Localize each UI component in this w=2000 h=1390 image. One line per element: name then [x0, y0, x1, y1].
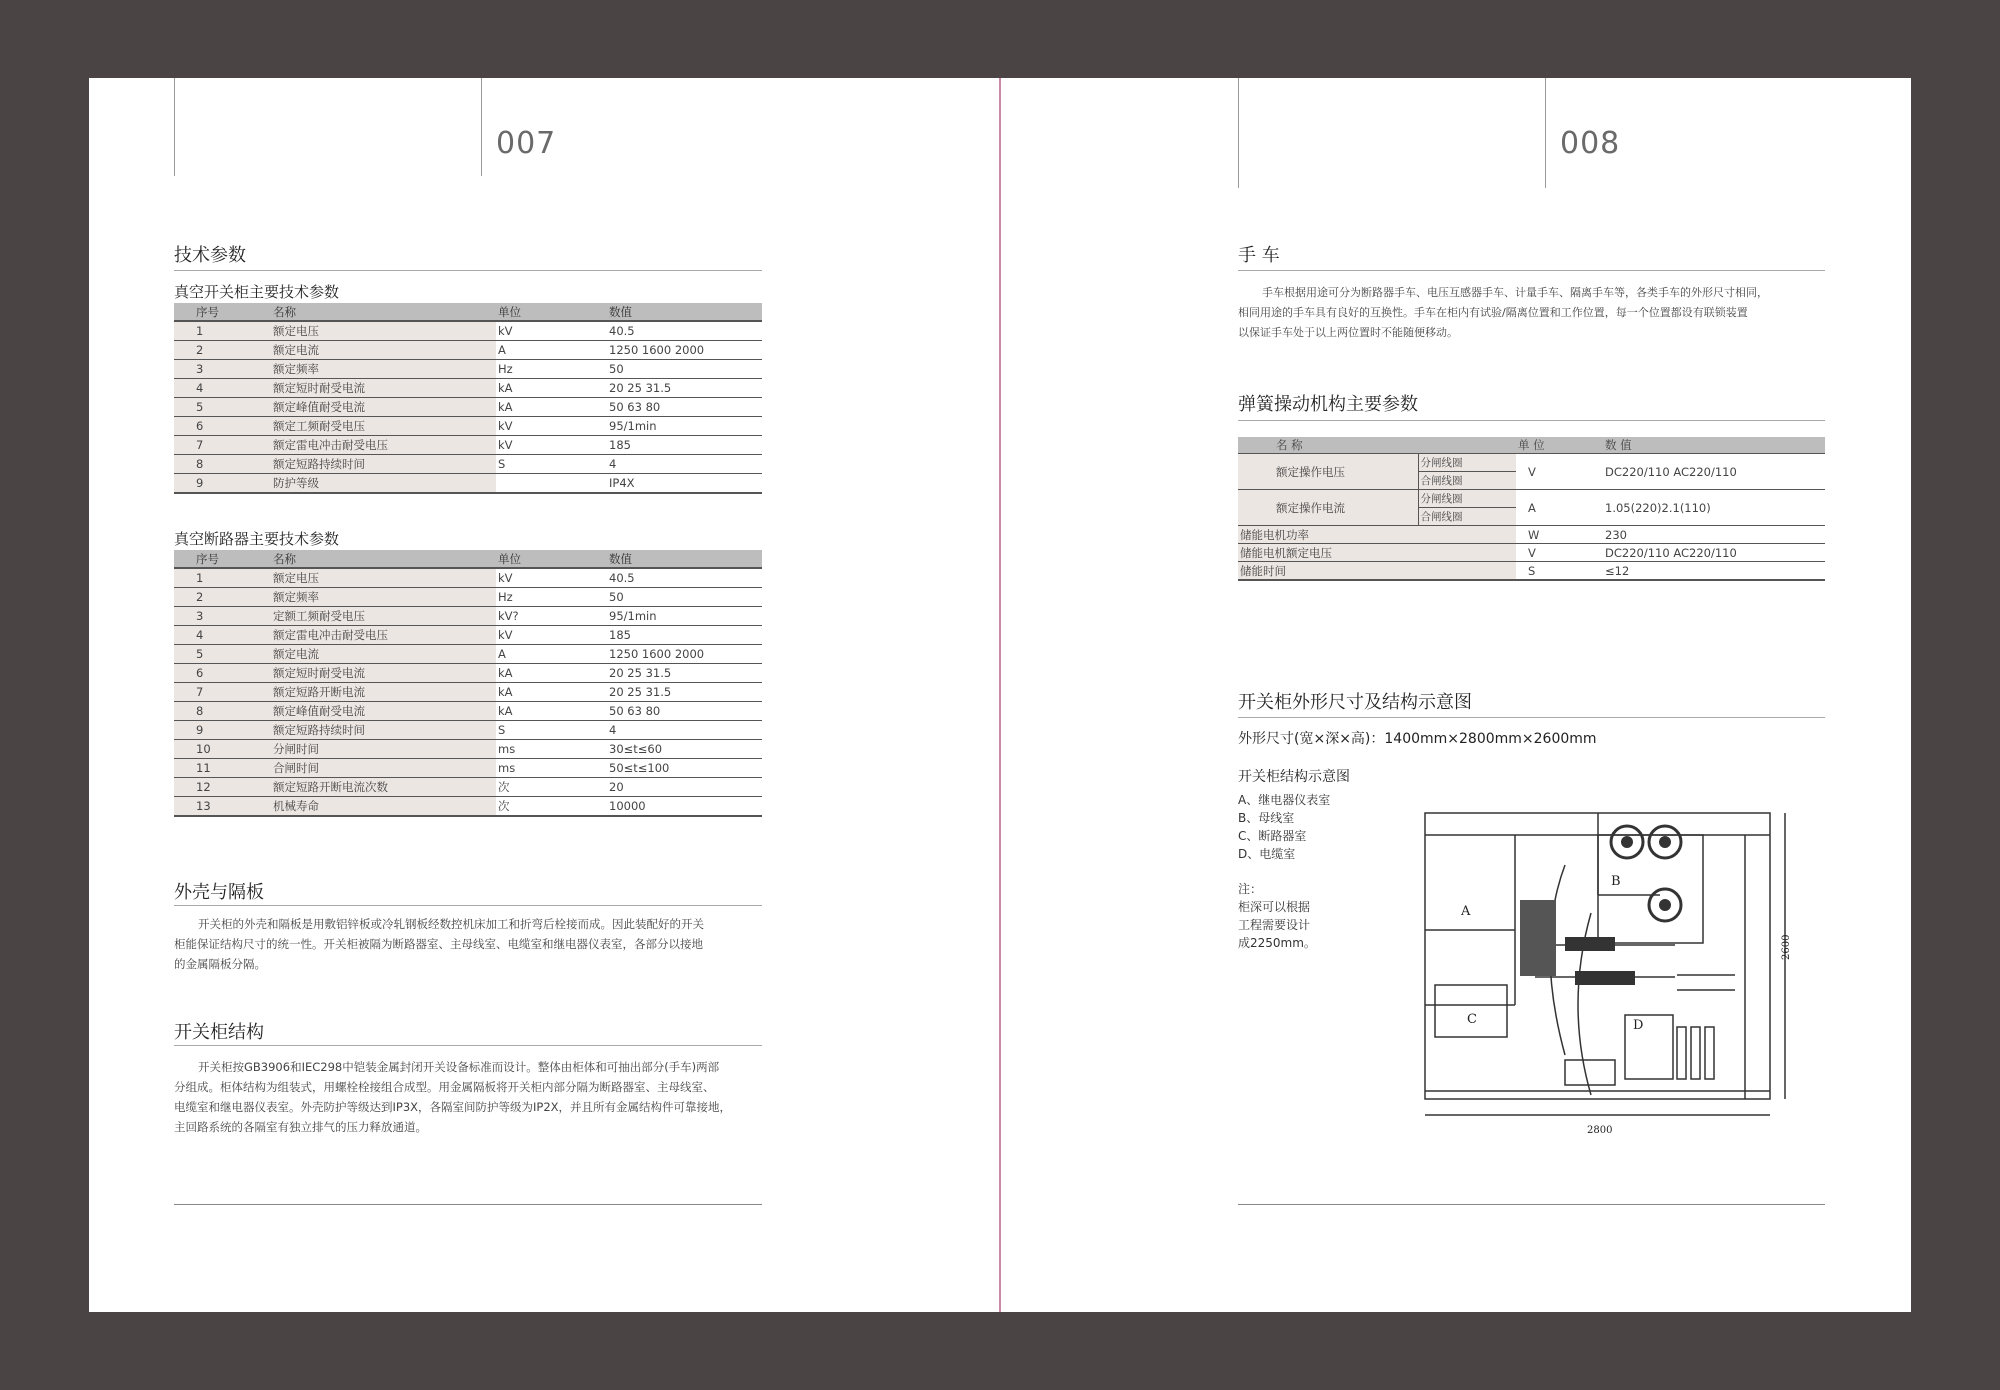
table-row: [174, 664, 762, 683]
coil-label: 合闸线圈: [1418, 472, 1516, 490]
row-index: 4: [174, 626, 271, 645]
header-cell: 数值: [607, 550, 762, 568]
param-name: 额定雷电冲击耐受电压: [271, 436, 496, 455]
value-cell: 30≤t≤60: [607, 740, 762, 759]
value-cell: 230: [1603, 526, 1825, 544]
param-name: 额定电压: [271, 321, 496, 341]
unit-cell: ms: [496, 740, 607, 759]
value-cell: 20: [607, 778, 762, 797]
footer-rule: [1238, 1204, 1825, 1205]
header-rule: [174, 78, 175, 176]
row-index: 13: [174, 797, 271, 817]
row-index: 6: [174, 664, 271, 683]
unit-cell: kA: [496, 702, 607, 721]
table1-title: 真空开关柜主要技术参数: [174, 283, 340, 301]
dimensions-text: 外形尺寸(宽×深×高)：1400mm×2800mm×2600mm: [1238, 731, 1597, 747]
value-cell: 20 25 31.5: [607, 683, 762, 702]
footer-rule: [174, 1204, 762, 1205]
paragraph-line: 开关柜按GB3906和IEC298中铠装金属封闭开关设备标准而设计。整体由柜体和可抽出部分(手车)两部: [198, 1060, 720, 1074]
table-row: [174, 455, 762, 474]
table-row: [174, 683, 762, 702]
section-title-structure: 开关柜结构: [174, 1022, 264, 1043]
section-title-truck: 手 车: [1238, 245, 1280, 266]
value-cell: ≤12: [1603, 562, 1825, 581]
unit-cell: kA: [496, 379, 607, 398]
section-rule: [1238, 420, 1825, 421]
row-index: 3: [174, 360, 271, 379]
value-cell: 50: [607, 588, 762, 607]
diagram-title: 开关柜结构示意图: [1238, 769, 1350, 785]
table-row: [1238, 544, 1825, 562]
param-name: 额定工频耐受电压: [271, 417, 496, 436]
table-row: [174, 797, 762, 817]
unit-cell: Hz: [496, 588, 607, 607]
table-row: [1238, 490, 1825, 508]
unit-cell: Hz: [496, 360, 607, 379]
paragraph-line: 的金属隔板分隔。: [174, 957, 266, 971]
param-name: 额定短时耐受电流: [271, 379, 496, 398]
header-rule: [1545, 78, 1546, 188]
coil-label: 分闸线圈: [1418, 490, 1516, 508]
value-cell: 40.5: [607, 321, 762, 341]
param-name: 储能时间: [1238, 562, 1516, 581]
row-index: 9: [174, 474, 271, 494]
unit-cell: 次: [496, 778, 607, 797]
value-cell: 50 63 80: [607, 398, 762, 417]
unit-cell: kV: [496, 321, 607, 341]
header-cell: 单 位: [1516, 437, 1603, 454]
row-index: 8: [174, 702, 271, 721]
table-row: [1238, 526, 1825, 544]
table-row: [174, 360, 762, 379]
legend-item: D、电缆室: [1238, 847, 1296, 861]
param-name: 额定短时耐受电流: [271, 664, 496, 683]
unit-cell: S: [496, 721, 607, 740]
table-row: [174, 398, 762, 417]
unit-cell: kV?: [496, 607, 607, 626]
unit-cell: kV: [496, 436, 607, 455]
row-index: 1: [174, 321, 271, 341]
table-row: [174, 568, 762, 588]
unit-cell: A: [496, 341, 607, 360]
table-row: [1238, 562, 1825, 581]
table-row: [174, 321, 762, 341]
header-rule: [481, 78, 482, 176]
row-index: 4: [174, 379, 271, 398]
height-dimension: 2600: [1781, 934, 1792, 960]
table-header-row: [1238, 437, 1825, 454]
spring-mechanism-table: [1238, 437, 1825, 581]
unit-cell: kV: [496, 568, 607, 588]
paragraph-line: 相同用途的手车具有良好的互换性。手车在柜内有试验/隔离位置和工作位置，每一个位置都设有联锁装置: [1238, 306, 1748, 319]
unit-cell: [496, 474, 607, 494]
param-name: 额定频率: [271, 360, 496, 379]
unit-cell: kA: [496, 664, 607, 683]
header-cell: 名称: [271, 550, 496, 568]
unit-cell: A: [496, 645, 607, 664]
table-row: [174, 626, 762, 645]
section-rule: [174, 270, 762, 271]
param-name: 定额工频耐受电压: [271, 607, 496, 626]
unit-cell: S: [1516, 562, 1603, 581]
paragraph-line: 开关柜的外壳和隔板是用敷铝锌板或冷轧钢板经数控机床加工和折弯后栓接而成。因此装配好的开关: [198, 917, 704, 931]
note-line: 成2250mm。: [1238, 936, 1316, 950]
unit-cell: W: [1516, 526, 1603, 544]
legend-item: C、断路器室: [1238, 829, 1307, 843]
value-cell: 20 25 31.5: [607, 664, 762, 683]
section-title-tech-params: 技术参数: [174, 245, 246, 266]
param-name: 额定电压: [271, 568, 496, 588]
param-name: 机械寿命: [271, 797, 496, 817]
truck-paragraph: [1238, 283, 1828, 343]
table-row: [1238, 454, 1825, 472]
value-cell: DC220/110 AC220/110: [1603, 454, 1825, 490]
paragraph-line: 以保证手车处于以上两位置时不能随便移动。: [1238, 326, 1458, 339]
table-header-row: [174, 303, 762, 321]
paragraph-line: 手车根据用途可分为断路器手车、电压互感器手车、计量手车、隔离手车等，各类手车的外形尺寸相同，: [1262, 286, 1768, 299]
row-index: 6: [174, 417, 271, 436]
note-line: 注：: [1238, 882, 1263, 896]
breaker-spec-table: [174, 550, 762, 817]
section-title-dimensions: 开关柜外形尺寸及结构示意图: [1238, 692, 1472, 713]
table-row: [174, 702, 762, 721]
param-name: 额定峰值耐受电流: [271, 398, 496, 417]
param-name: 额定操作电流: [1238, 490, 1418, 526]
unit-cell: kV: [496, 626, 607, 645]
note-line: 柜深可以根据: [1238, 900, 1311, 914]
value-cell: 10000: [607, 797, 762, 817]
param-name: 储能电机额定电压: [1238, 544, 1516, 562]
value-cell: 1.05(220)2.1(110): [1603, 490, 1825, 526]
legend-item: A、继电器仪表室: [1238, 793, 1331, 807]
table-row: [174, 607, 762, 626]
note-line: 工程需要设计: [1238, 918, 1311, 932]
header-cell: 名 称: [1238, 437, 1516, 454]
value-cell: DC220/110 AC220/110: [1603, 544, 1825, 562]
value-cell: 50≤t≤100: [607, 759, 762, 778]
row-index: 8: [174, 455, 271, 474]
table-row: [174, 436, 762, 455]
unit-cell: V: [1516, 454, 1603, 490]
param-name: 合闸时间: [271, 759, 496, 778]
unit-cell: kA: [496, 683, 607, 702]
book-spine: [999, 78, 1001, 1312]
param-name: 防护等级: [271, 474, 496, 494]
header-cell: 数 值: [1603, 437, 1825, 454]
table-row: [174, 474, 762, 494]
label-a: A: [1461, 904, 1471, 919]
param-name: 额定频率: [271, 588, 496, 607]
param-name: 额定雷电冲击耐受电压: [271, 626, 496, 645]
param-name: 额定峰值耐受电流: [271, 702, 496, 721]
row-index: 7: [174, 683, 271, 702]
param-name: 额定短路持续时间: [271, 455, 496, 474]
row-index: 7: [174, 436, 271, 455]
header-cell: 名称: [271, 303, 496, 321]
section-rule: [174, 905, 762, 906]
section-title-enclosure: 外壳与隔板: [174, 882, 264, 903]
row-index: 2: [174, 588, 271, 607]
param-name: 额定电流: [271, 341, 496, 360]
row-index: 3: [174, 607, 271, 626]
enclosure-paragraph: [174, 914, 764, 974]
legend-item: B、母线室: [1238, 811, 1295, 825]
value-cell: 4: [607, 455, 762, 474]
header-cell: 数值: [607, 303, 762, 321]
row-index: 11: [174, 759, 271, 778]
row-index: 12: [174, 778, 271, 797]
table-row: [174, 588, 762, 607]
page-number-right: 008: [1560, 126, 1621, 161]
value-cell: 185: [607, 626, 762, 645]
table-row: [174, 341, 762, 360]
param-name: 额定短路开断电流: [271, 683, 496, 702]
value-cell: 50: [607, 360, 762, 379]
unit-cell: 次: [496, 797, 607, 817]
param-name: 分闸时间: [271, 740, 496, 759]
value-cell: 4: [607, 721, 762, 740]
paragraph-line: 分组成。柜体结构为组装式，用螺栓栓接组合成型。用金属隔板将开关柜内部分隔为断路器室、主母线室、: [174, 1080, 715, 1094]
value-cell: 95/1min: [607, 417, 762, 436]
section-rule: [1238, 717, 1825, 718]
switchgear-spec-table: [174, 303, 762, 494]
table-row: [174, 759, 762, 778]
param-name: 额定短路持续时间: [271, 721, 496, 740]
section-rule: [1238, 270, 1825, 271]
row-index: 10: [174, 740, 271, 759]
param-name: 额定操作电压: [1238, 454, 1418, 490]
coil-label: 分闸线圈: [1418, 454, 1516, 472]
coil-label: 合闸线圈: [1418, 508, 1516, 526]
table-row: [174, 740, 762, 759]
label-c: C: [1467, 1012, 1477, 1027]
param-name: 额定短路开断电流次数: [271, 778, 496, 797]
header-cell: 序号: [174, 550, 271, 568]
value-cell: 1250 1600 2000: [607, 645, 762, 664]
diagram-note: [1238, 880, 1316, 952]
table-row: [174, 721, 762, 740]
table-row: [174, 417, 762, 436]
unit-cell: ms: [496, 759, 607, 778]
param-name: 额定电流: [271, 645, 496, 664]
value-cell: 185: [607, 436, 762, 455]
table2-title: 真空断路器主要技术参数: [174, 530, 340, 548]
unit-cell: kV: [496, 417, 607, 436]
header-cell: 单位: [496, 550, 607, 568]
row-index: 5: [174, 398, 271, 417]
page-number-left: 007: [496, 126, 557, 161]
switchgear-structure-diagram: [1415, 805, 1795, 1145]
table-header-row: [174, 550, 762, 568]
row-index: 5: [174, 645, 271, 664]
value-cell: 20 25 31.5: [607, 379, 762, 398]
value-cell: 1250 1600 2000: [607, 341, 762, 360]
table-row: [174, 645, 762, 664]
row-index: 2: [174, 341, 271, 360]
header-cell: 序号: [174, 303, 271, 321]
value-cell: 40.5: [607, 568, 762, 588]
diagram-legend: [1238, 791, 1330, 863]
table-row: [174, 778, 762, 797]
label-b: B: [1611, 874, 1621, 889]
param-name: 储能电机功率: [1238, 526, 1516, 544]
unit-cell: A: [1516, 490, 1603, 526]
width-dimension: 2800: [1587, 1125, 1613, 1136]
section-title-spring: 弹簧操动机构主要参数: [1238, 394, 1418, 415]
value-cell: 95/1min: [607, 607, 762, 626]
table-row: [174, 379, 762, 398]
header-cell: 单位: [496, 303, 607, 321]
value-cell: IP4X: [607, 474, 762, 494]
unit-cell: V: [1516, 544, 1603, 562]
paragraph-line: 主回路系统的各隔室有独立排气的压力释放通道。: [174, 1120, 427, 1134]
paragraph-line: 电缆室和继电器仪表室。外壳防护等级达到IP3X，各隔室间防护等级为IP2X，并且所有金属结构件可靠接地，: [174, 1100, 732, 1114]
structure-paragraph: [174, 1057, 764, 1137]
row-index: 9: [174, 721, 271, 740]
unit-cell: S: [496, 455, 607, 474]
value-cell: 50 63 80: [607, 702, 762, 721]
label-d: D: [1633, 1018, 1644, 1033]
header-rule: [1238, 78, 1239, 188]
section-rule: [174, 1045, 762, 1046]
row-index: 1: [174, 568, 271, 588]
unit-cell: kA: [496, 398, 607, 417]
paragraph-line: 柜能保证结构尺寸的统一性。开关柜被隔为断路器室、主母线室、电缆室和继电器仪表室，各部分以接地: [174, 937, 703, 951]
